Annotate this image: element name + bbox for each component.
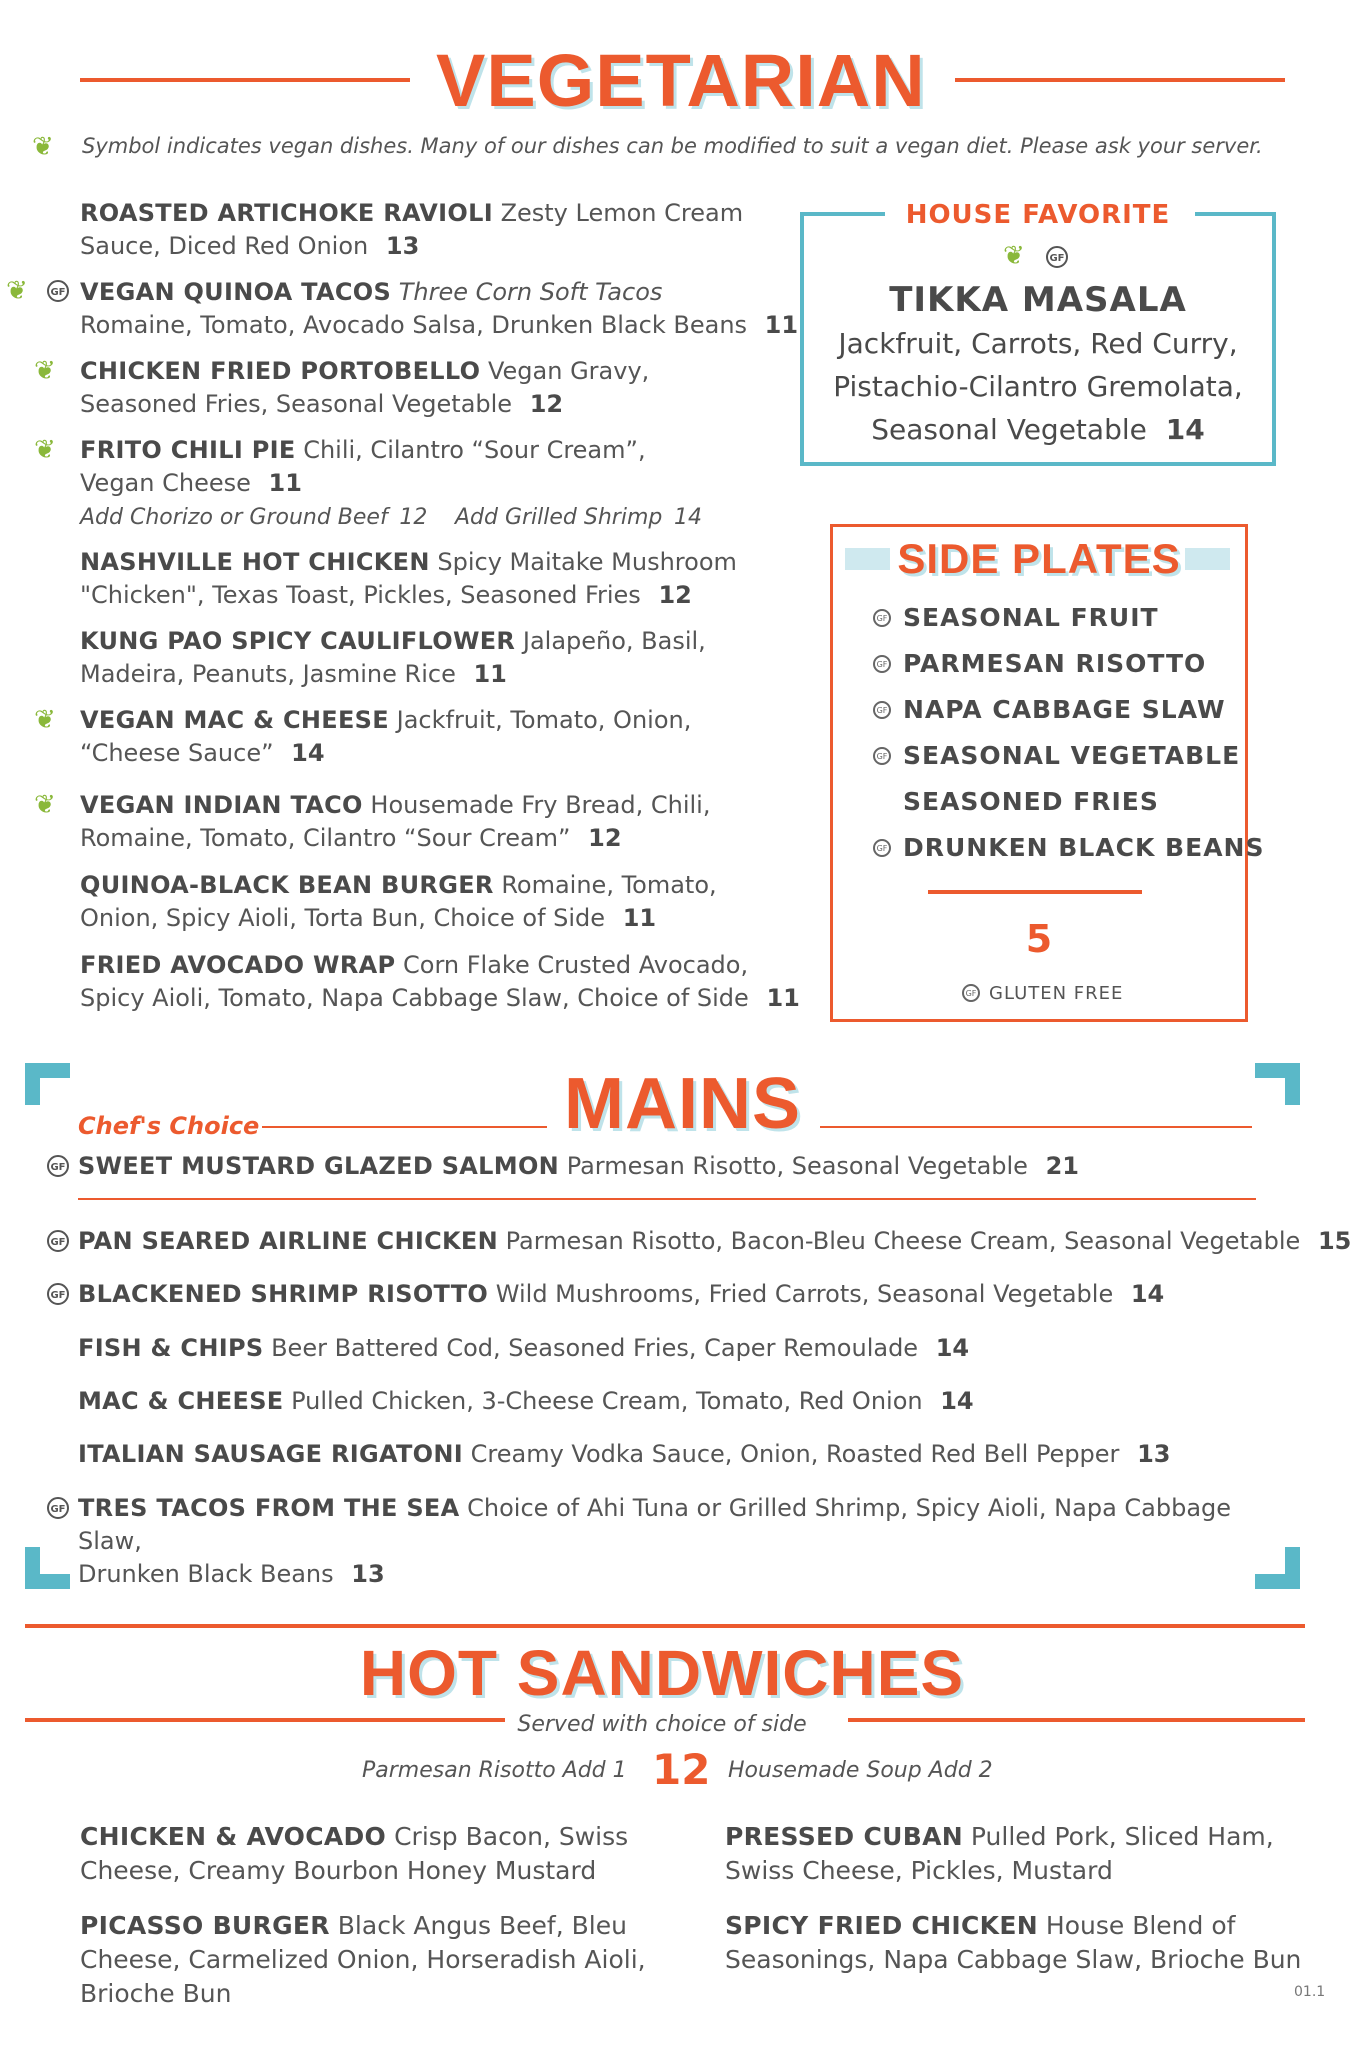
menu-item-vegan-indian-taco [80,789,760,855]
house-favorite-desc [800,322,1276,451]
sandwich-rule-top [25,1624,1305,1628]
item-price: 11 [764,311,799,339]
item-desc: Spicy Maitake Mushroom [437,548,737,576]
house-favorite-name: TIKKA MASALA [889,280,1187,320]
footer-code: 01.1 [1294,1984,1326,2000]
item-name: FRIED AVOCADO WRAP [80,951,396,979]
gf-icon: GF [873,701,891,719]
item-desc: Romaine, Tomato, Cilantro “Sour Cream” [80,824,571,852]
item-price: 13 [351,1560,385,1588]
bracket-bottom-left-v [25,1547,40,1589]
main-item [78,1278,1278,1311]
item-desc: Choice of Ahi Tuna or Grilled Shrimp, Spicy Aioli, Napa Cabbage Slaw, [78,1494,1232,1555]
gf-icon: GF [873,609,891,627]
gf-icon: GF [1046,246,1068,268]
sandwich-subtitle: Served with choice of side [517,1712,807,1737]
featured-rule [78,1198,1256,1200]
chefs-choice-label: Chef's Choice [78,1112,260,1140]
side-item: PARMESAN RISOTTO [903,649,1207,678]
gluten-free-legend: GLUTEN FREE [989,983,1124,1004]
house-favorite-line: Pistachio-Cilantro Gremolata, [833,370,1243,403]
item-price: 12 [529,390,564,418]
item-desc: Chili, Cilantro “Sour Cream”, [303,436,646,464]
item-price: 11 [268,469,302,497]
item-desc: Drunken Black Beans [78,1560,334,1588]
item-desc: “Cheese Sauce” [80,739,274,767]
item-desc: Beer Battered Cod, Seasoned Fries, Caper Remoulade [271,1334,919,1362]
item-desc: Madeira, Peanuts, Jasmine Rice [80,660,456,688]
gf-icon: GF [47,1155,69,1177]
item-desc: Pulled Pork, Sliced Ham, [970,1822,1274,1851]
hot-sandwiches-title: HOT SANDWICHES [359,1637,965,1709]
menu-item-roasted-artichoke-ravioli [80,197,760,263]
item-price: 12 [658,581,692,609]
vegan-note: Symbol indicates vegan dishes. Many of our dishes can be modified to suit a vegan diet. Please ask your server. [82,134,1263,158]
item-price: 11 [473,660,507,688]
leaf-icon: ❦ [34,435,56,465]
sandwich-addon-right: Housemade Soup Add 2 [728,1758,993,1783]
gf-icon: GF [47,1283,69,1305]
side-item: NAPA CABBAGE SLAW [903,695,1226,724]
menu-item-chicken-fried-portobello [80,355,760,421]
side-plates-title: SIDE PLATES [897,535,1181,582]
main-item [78,1225,1351,1258]
menu-item-nashville-hot-chicken [80,546,780,612]
gf-icon: GF [873,655,891,673]
sandwich-item [725,1909,1315,1977]
item-price: 11 [766,984,800,1012]
item-name: SPICY FRIED CHICKEN [725,1911,1038,1940]
featured-main-item [78,1150,1278,1183]
item-desc: Seasonings, Napa Cabbage Slaw, Brioche Bun [725,1945,1302,1974]
item-price: 14 [1130,1280,1165,1308]
item-desc: Jackfruit, Tomato, Onion, [396,706,692,734]
item-name: ITALIAN SAUSAGE RIGATONI [78,1440,463,1468]
gf-icon: GF [47,1497,69,1519]
item-name: CHICKEN FRIED PORTOBELLO [80,357,481,385]
item-name: FRITO CHILI PIE [80,436,296,464]
item-name: KUNG PAO SPICY CAULIFLOWER [80,627,516,655]
main-item [78,1332,1278,1365]
menu-item-kung-pao-spicy-cauliflower [80,625,760,691]
menu-item-fried-avocado-wrap [80,949,800,1015]
item-desc: Seasoned Fries, Seasonal Vegetable [80,390,513,418]
house-favorite-price: 14 [1165,413,1205,446]
sandwich-item [80,1909,680,2011]
item-desc: Parmesan Risotto, Bacon-Bleu Cheese Cream, Seasonal Vegetable [505,1227,1301,1255]
item-addon-price: 12 [399,505,428,530]
main-item [78,1438,1278,1471]
title-rule-right [955,78,1285,82]
item-name: SWEET MUSTARD GLAZED SALMON [78,1152,560,1180]
item-desc: Parmesan Risotto, Seasonal Vegetable [566,1152,1028,1180]
item-name: PICASSO BURGER [80,1911,330,1940]
gf-icon: GF [873,839,891,857]
item-price: 11 [622,904,657,932]
sandwich-rule-right [848,1718,1305,1722]
menu-item-quinoa-black-bean-burger [80,869,780,935]
sandwich-addon-left: Parmesan Risotto Add 1 [362,1758,627,1783]
item-price: 14 [291,739,325,767]
item-desc: Housemade Fry Bread, Chili, [370,791,711,819]
item-desc: Vegan Cheese [80,469,251,497]
side-item: SEASONAL VEGETABLE [903,741,1241,770]
item-desc: Vegan Gravy, [487,357,650,385]
item-name: PRESSED CUBAN [725,1822,963,1851]
leaf-icon: ❦ [34,356,56,386]
mains-rule-right [820,1126,1252,1128]
title-rule-left [80,78,410,82]
menu-item-vegan-quinoa-tacos [80,276,800,342]
item-addon-price: 14 [673,505,702,530]
bracket-top-left-v [25,1063,40,1105]
menu-item-frito-chili-pie [80,434,760,534]
gf-icon: GF [47,1230,69,1252]
item-desc: Black Angus Beef, Bleu [337,1911,627,1940]
item-price: 15 [1317,1227,1351,1255]
side-item: SEASONAL FRUIT [903,603,1159,632]
leaf-icon: ❦ [6,276,28,306]
main-item [78,1492,1298,1591]
leaf-icon: ❦ [32,132,54,162]
item-price: 13 [385,232,420,260]
item-addon: Add Chorizo or Ground Beef [80,505,388,530]
item-name: VEGAN MAC & CHEESE [80,706,389,734]
vegetarian-title: VEGETARIAN [436,39,926,122]
item-desc: Zesty Lemon Cream [500,199,744,227]
sandwich-item [725,1820,1315,1888]
gf-icon: GF [47,280,69,302]
mains-rule-left [262,1126,547,1128]
leaf-icon: ❦ [34,705,56,735]
item-price: 21 [1045,1152,1079,1180]
item-desc: Onion, Spicy Aioli, Torta Bun, Choice of Side [80,904,606,932]
side-item: SEASONED FRIES [903,787,1159,816]
item-desc: Spicy Aioli, Tomato, Napa Cabbage Slaw, Choice of Side [80,984,749,1012]
item-desc: House Blend of [1045,1911,1236,1940]
item-name: FISH & CHIPS [78,1334,264,1362]
item-desc: Cheese, Carmelized Onion, Horseradish Aioli, [80,1945,646,1974]
item-desc: Cheese, Creamy Bourbon Honey Mustard [80,1856,597,1885]
mains-title: MAINS [564,1064,801,1144]
item-desc: Sauce, Diced Red Onion [80,232,369,260]
leaf-icon: ❦ [1003,241,1025,271]
item-name: VEGAN INDIAN TACO [80,791,363,819]
gf-icon: GF [873,747,891,765]
item-name: ROASTED ARTICHOKE RAVIOLI [80,199,493,227]
sandwich-price: 12 [652,1745,711,1794]
item-name: NASHVILLE HOT CHICKEN [80,548,430,576]
sandwich-item [80,1820,680,1888]
item-desc: Creamy Vodka Sauce, Onion, Roasted Red Bell Pepper [470,1440,1120,1468]
item-desc: Brioche Bun [80,1979,232,2008]
item-name: PAN SEARED AIRLINE CHICKEN [78,1227,498,1255]
item-desc: Pulled Chicken, 3-Cheese Cream, Tomato, Red Onion [291,1387,923,1415]
side-plates-price: 5 [1025,917,1053,961]
item-desc: Swiss Cheese, Pickles, Mustard [725,1856,1113,1885]
bracket-top-right-v [1285,1063,1300,1105]
item-price: 14 [935,1334,970,1362]
item-name: QUINOA-BLACK BEAN BURGER [80,871,494,899]
item-name: MAC & CHEESE [78,1387,284,1415]
item-desc: Jalapeño, Basil, [522,627,706,655]
house-favorite-label: HOUSE FAVORITE [905,200,1171,230]
house-favorite-line: Seasonal Vegetable [871,413,1147,446]
item-price: 14 [940,1387,974,1415]
item-price: 12 [588,824,622,852]
item-price: 13 [1137,1440,1171,1468]
item-desc: Romaine, Tomato, Avocado Salsa, Drunken Black Beans [80,311,748,339]
item-desc: Crisp Bacon, Swiss [394,1822,629,1851]
item-desc: Romaine, Tomato, [501,871,717,899]
menu-item-vegan-mac-and-cheese [80,704,760,770]
item-name: CHICKEN & AVOCADO [80,1822,387,1851]
item-name: BLACKENED SHRIMP RISOTTO [78,1280,489,1308]
item-name: VEGAN QUINOA TACOS [80,278,392,306]
leaf-icon: ❦ [34,790,56,820]
item-name: TRES TACOS FROM THE SEA [78,1494,460,1522]
item-desc: Wild Mushrooms, Fried Carrots, Seasonal Vegetable [495,1280,1114,1308]
side-plates-rule [928,890,1142,894]
item-desc: "Chicken", Texas Toast, Pickles, Seasoned Fries [80,581,641,609]
item-desc: Three Corn Soft Tacos [398,278,663,306]
gf-icon: GF [962,984,980,1002]
main-item [78,1385,1278,1418]
item-addon: Add Grilled Shrimp [454,505,663,530]
side-item: DRUNKEN BLACK BEANS [903,833,1265,862]
item-desc: Corn Flake Crusted Avocado, [403,951,749,979]
house-favorite-line: Jackfruit, Carrots, Red Curry, [838,327,1238,360]
